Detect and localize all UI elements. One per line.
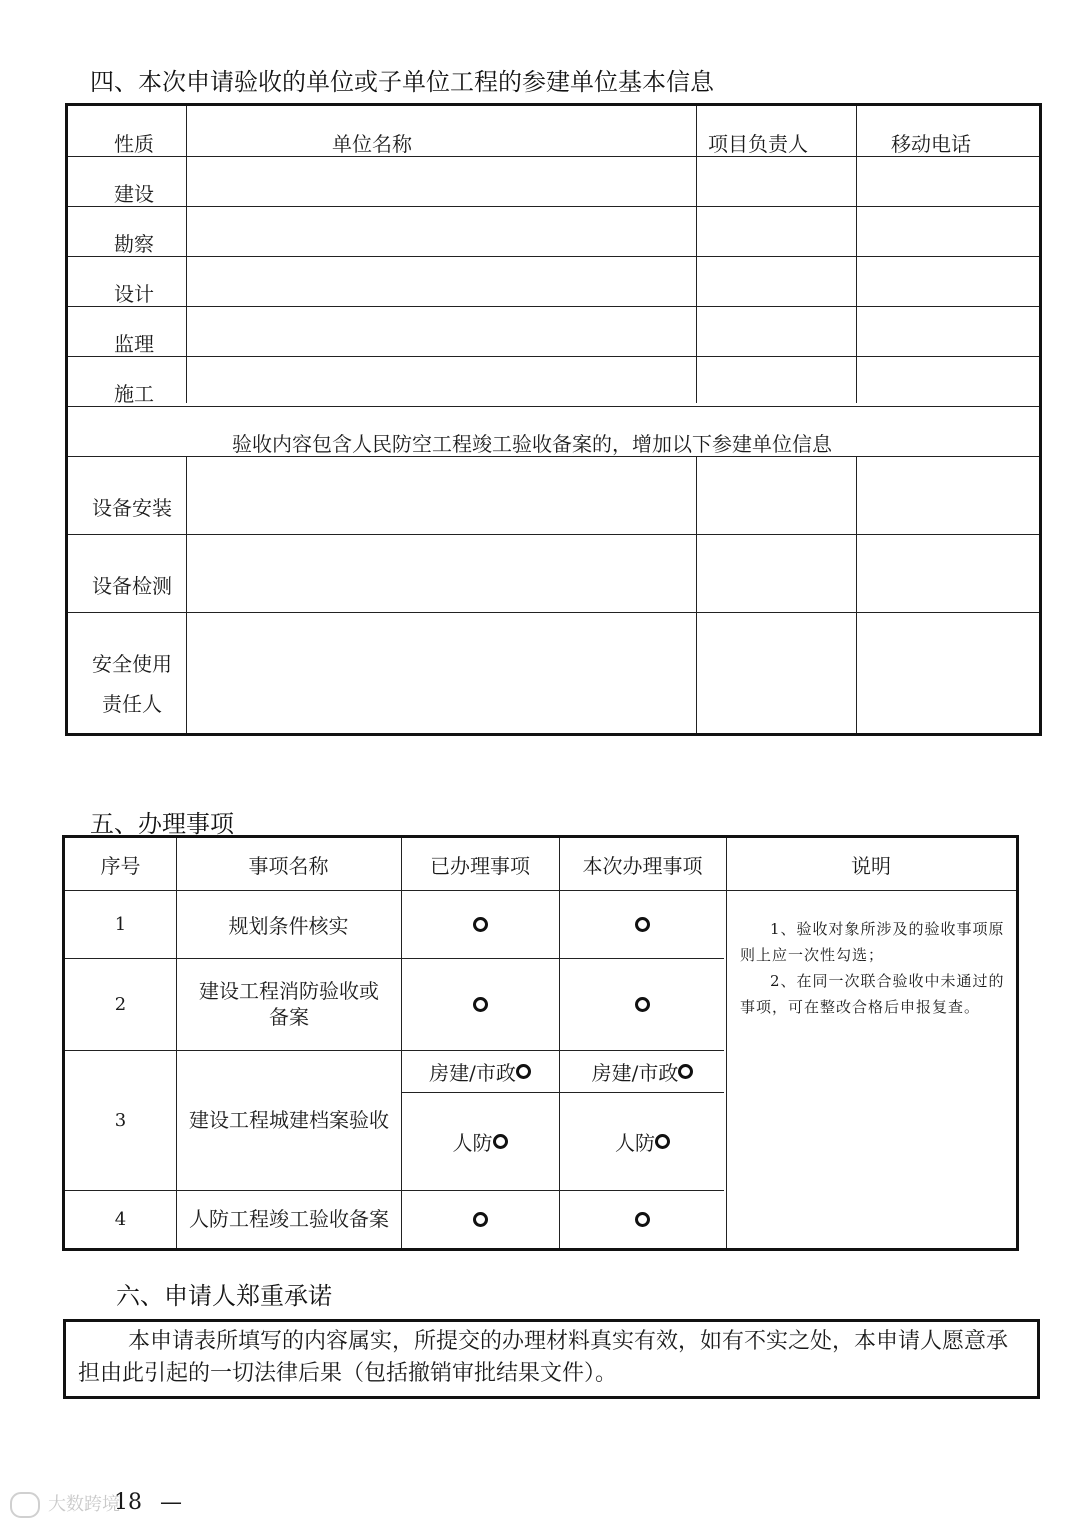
row-label-responsible: 责任人	[102, 692, 162, 716]
row3-current-civil[interactable]	[559, 1092, 726, 1190]
watermark-logo-icon	[10, 1492, 40, 1518]
row3-done-civil-label: 人防	[452, 1130, 493, 1155]
header-mobile: 移动电话	[891, 132, 971, 156]
row2-no: 2	[114, 993, 127, 1015]
commitment-text: 本申请表所填写的内容属实，所提交的办理材料真实有效，如有不实之处，本申请人愿意承担由此引起的一切法律后果（包括撤销审批结果文件）。	[78, 1329, 1009, 1386]
row2-done-radio[interactable]	[401, 958, 559, 1050]
header-notes: 说明	[851, 853, 891, 878]
header-project-lead: 项目负责人	[708, 132, 808, 156]
row3-done-civil[interactable]	[401, 1092, 559, 1190]
watermark	[10, 1490, 120, 1518]
row1-done-radio[interactable]	[401, 890, 559, 958]
note-1: 1、验收对象所涉及的验收事项原则上应一次性勾选；	[740, 920, 1005, 964]
row1-current-radio[interactable]	[559, 890, 726, 958]
row4-current-radio[interactable]	[559, 1190, 726, 1248]
header-unit-name: 单位名称	[332, 132, 412, 156]
section5-title: 五、办理事项	[90, 810, 234, 838]
section4-title: 四、本次申请验收的单位或子单位工程的参建单位基本信息	[90, 68, 714, 96]
header-item-name: 事项名称	[248, 853, 329, 878]
row-label-design: 设计	[114, 282, 154, 306]
section6-title: 六、申请人郑重承诺	[116, 1282, 332, 1310]
note-2: 2、在同一次联合验收中未通过的事项，可在整改合格后申报复查。	[740, 972, 1005, 1016]
commitment-box	[63, 1319, 1040, 1399]
notes-text	[740, 916, 1008, 1020]
header-seq: 序号	[100, 853, 141, 878]
row-label-contractor: 施工	[114, 382, 154, 406]
row3-current-civil-label: 人防	[615, 1130, 655, 1155]
row-label-construction: 建设	[114, 182, 154, 206]
items-table	[62, 835, 1019, 1251]
header-nature: 性质	[114, 132, 154, 156]
row4-name: 人防工程竣工验收备案	[189, 1207, 389, 1231]
page-dash: —	[160, 1490, 182, 1515]
header-done-items: 已办理事项	[430, 853, 530, 878]
row1-name: 规划条件核实	[228, 913, 349, 938]
row2-current-radio[interactable]	[559, 958, 726, 1050]
header-current-items: 本次办理事项	[582, 853, 703, 878]
row3-current-building[interactable]	[559, 1050, 726, 1092]
row3-done-building[interactable]	[401, 1050, 559, 1092]
row-label-equipment-test: 设备检测	[92, 574, 172, 598]
row3-no: 3	[114, 1109, 127, 1131]
row-label-safety-use: 安全使用	[92, 652, 172, 676]
row2-name: 建设工程消防验收或备案	[199, 979, 379, 1029]
page-number: 18	[114, 1490, 142, 1515]
row-label-equipment-install: 设备安装	[92, 496, 172, 520]
row-label-survey: 勘察	[114, 232, 154, 256]
row3-name: 建设工程城建档案验收	[189, 1108, 389, 1132]
watermark-text: 大数跨境	[48, 1494, 120, 1515]
row3-current-building-label: 房建/市政	[591, 1060, 679, 1085]
row4-no: 4	[114, 1208, 127, 1230]
row4-done-radio[interactable]	[401, 1190, 559, 1248]
civil-defense-notice: 验收内容包含人民防空工程竣工验收备案的，增加以下参建单位信息	[232, 432, 832, 456]
row3-done-building-label: 房建/市政	[429, 1060, 516, 1085]
row1-no: 1	[114, 913, 127, 935]
row-label-supervision: 监理	[114, 332, 154, 356]
participants-table	[65, 103, 1042, 736]
